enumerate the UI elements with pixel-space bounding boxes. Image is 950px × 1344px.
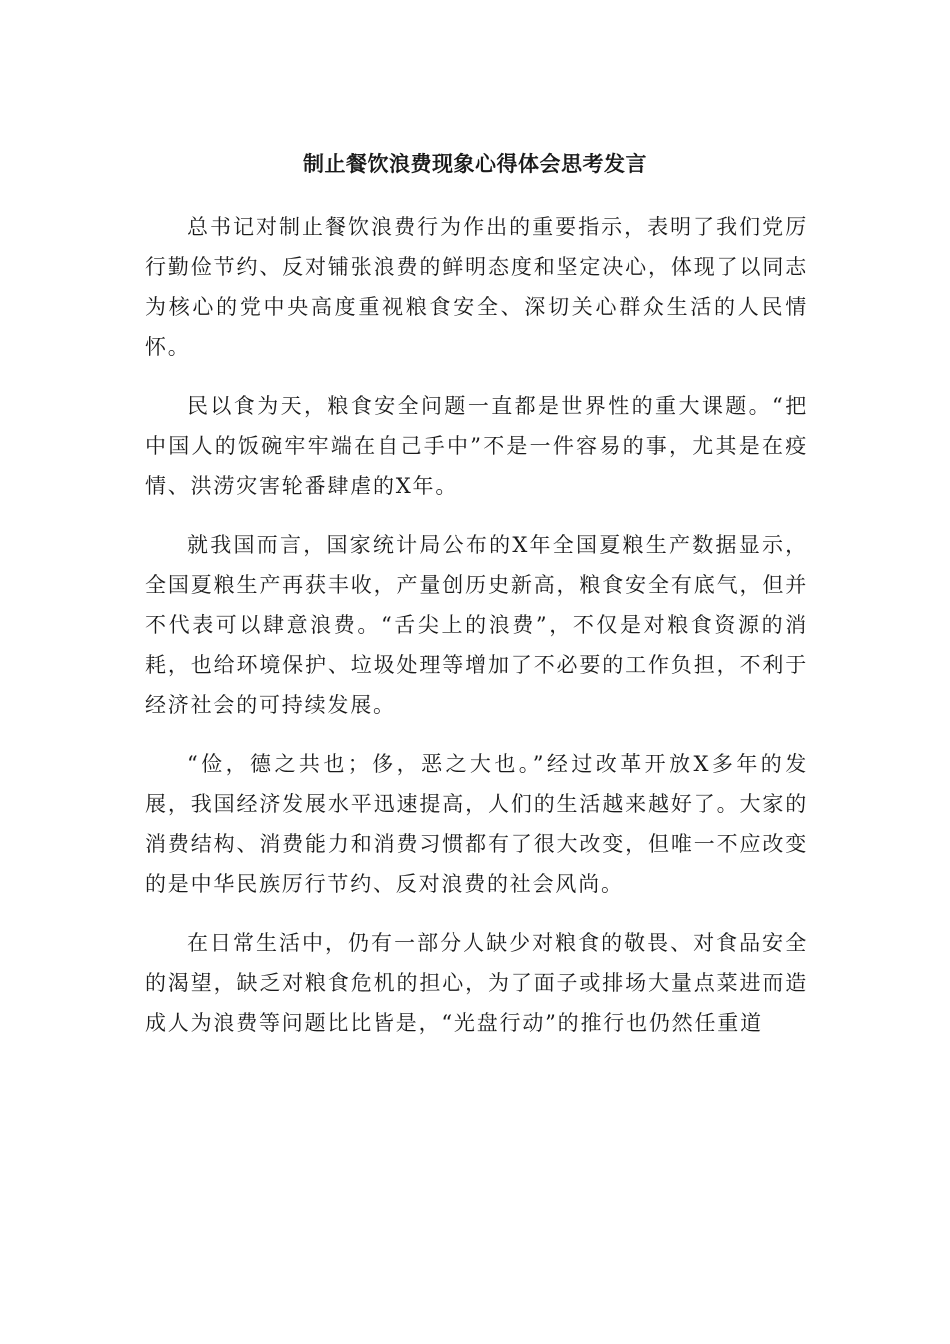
paragraph-2: 民以食为天，粮食安全问题一直都是世界性的重大课题。“把中国人的饭碗牢牢端在自己手中”不是一件容易的事，尤其是在疫情、洪涝灾害轮番肆虐的X年。 xyxy=(145,394,808,498)
document-body xyxy=(145,207,808,1062)
document-title: 制止餐饮浪费现象心得体会思考发言 xyxy=(303,152,647,176)
paragraph-5: 在日常生活中，仍有一部分人缺少对粮食的敬畏、对食品安全的渴望，缺乏对粮食危机的担心，为了面子或排场大量点菜进而造成人为浪费等问题比比皆是，“光盘行动”的推行也仍然任重道 xyxy=(145,931,808,1035)
paragraph-4: “俭，德之共也；侈，恶之大也。”经过改革开放X多年的发展，我国经济发展水平迅速提高，人们的生活越来越好了。大家的消费结构、消费能力和消费习惯都有了很大改变，但唯一不应改变的是中华民族厉行节约、反对浪费的社会风尚。 xyxy=(145,752,808,896)
paragraph-1: 总书记对制止餐饮浪费行为作出的重要指示，表明了我们党厉行勤俭节约、反对铺张浪费的鲜明态度和坚定决心，体现了以同志为核心的党中央高度重视粮食安全、深切关心群众生活的人民情怀。 xyxy=(145,215,808,359)
paragraph-3: 就我国而言，国家统计局公布的X年全国夏粮生产数据显示，全国夏粮生产再获丰收，产量创历史新高，粮食安全有底气，但并不代表可以肆意浪费。“舌尖上的浪费”，不仅是对粮食资源的消耗，也给环境保护、垃圾处理等增加了不必要的工作负担，不利于经济社会的可持续发展。 xyxy=(145,533,808,717)
